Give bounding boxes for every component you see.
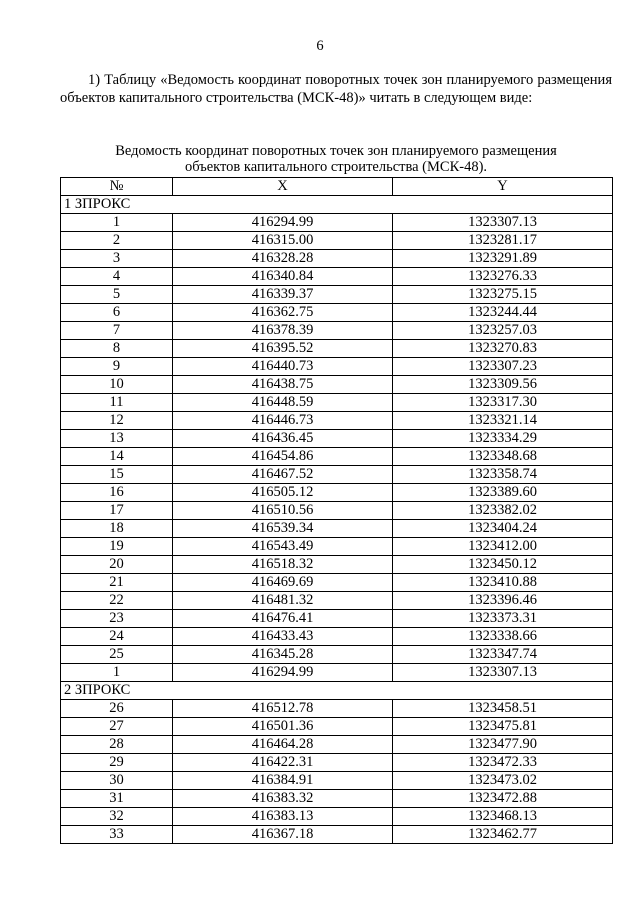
- page-number: 6: [316, 38, 324, 54]
- cell-x: 416367.18: [173, 826, 393, 844]
- cell-y: 1323396.46: [393, 592, 613, 610]
- cell-x: 416383.13: [173, 808, 393, 826]
- cell-x: 416422.31: [173, 754, 393, 772]
- cell-x: 416446.73: [173, 412, 393, 430]
- cell-number: 13: [61, 430, 173, 448]
- cell-y: 1323477.90: [393, 736, 613, 754]
- table-row: [61, 268, 613, 286]
- cell-number: 8: [61, 340, 173, 358]
- cell-x: 416294.99: [173, 214, 393, 232]
- cell-x: 416384.91: [173, 772, 393, 790]
- table-row: [61, 664, 613, 682]
- cell-x: 416501.36: [173, 718, 393, 736]
- table-row: [61, 700, 613, 718]
- cell-y: 1323334.29: [393, 430, 613, 448]
- cell-y: 1323321.14: [393, 412, 613, 430]
- table-row: [61, 754, 613, 772]
- cell-number: 7: [61, 322, 173, 340]
- cell-x: 416339.37: [173, 286, 393, 304]
- cell-number: 17: [61, 502, 173, 520]
- table-row: [61, 448, 613, 466]
- cell-number: 25: [61, 646, 173, 664]
- cell-number: 11: [61, 394, 173, 412]
- table-row: [61, 250, 613, 268]
- table-row: [61, 376, 613, 394]
- cell-number: 12: [61, 412, 173, 430]
- cell-y: 1323347.74: [393, 646, 613, 664]
- table-row: [61, 466, 613, 484]
- coordinates-table: [60, 177, 613, 844]
- cell-y: 1323389.60: [393, 484, 613, 502]
- cell-x: 416510.56: [173, 502, 393, 520]
- cell-x: 416464.28: [173, 736, 393, 754]
- cell-number: 3: [61, 250, 173, 268]
- cell-y: 1323382.02: [393, 502, 613, 520]
- cell-y: 1323275.15: [393, 286, 613, 304]
- cell-y: 1323373.31: [393, 610, 613, 628]
- cell-y: 1323348.68: [393, 448, 613, 466]
- table-row: [61, 574, 613, 592]
- cell-number: 29: [61, 754, 173, 772]
- cell-y: 1323307.13: [393, 664, 613, 682]
- table-row: [61, 718, 613, 736]
- cell-y: 1323281.17: [393, 232, 613, 250]
- cell-x: 416512.78: [173, 700, 393, 718]
- cell-number: 30: [61, 772, 173, 790]
- cell-number: 15: [61, 466, 173, 484]
- cell-x: 416433.43: [173, 628, 393, 646]
- table-caption: [60, 143, 612, 175]
- cell-x: 416383.32: [173, 790, 393, 808]
- cell-x: 416340.84: [173, 268, 393, 286]
- header-number: №: [61, 178, 173, 196]
- cell-x: 416315.00: [173, 232, 393, 250]
- group-row: [61, 196, 613, 214]
- cell-x: 416476.41: [173, 610, 393, 628]
- cell-number: 10: [61, 376, 173, 394]
- cell-number: 5: [61, 286, 173, 304]
- cell-number: 26: [61, 700, 173, 718]
- cell-y: 1323257.03: [393, 322, 613, 340]
- table-row: [61, 322, 613, 340]
- cell-y: 1323472.88: [393, 790, 613, 808]
- table-row: [61, 556, 613, 574]
- cell-x: 416448.59: [173, 394, 393, 412]
- cell-y: 1323450.12: [393, 556, 613, 574]
- group-label: 2 ЗПРОКС: [61, 682, 613, 700]
- cell-y: 1323270.83: [393, 340, 613, 358]
- cell-x: 416378.39: [173, 322, 393, 340]
- table-row: [61, 214, 613, 232]
- cell-y: 1323412.00: [393, 538, 613, 556]
- cell-x: 416518.32: [173, 556, 393, 574]
- cell-x: 416505.12: [173, 484, 393, 502]
- cell-number: 14: [61, 448, 173, 466]
- table-row: [61, 790, 613, 808]
- cell-number: 18: [61, 520, 173, 538]
- cell-number: 1: [61, 664, 173, 682]
- table-caption-line-2: объектов капитального строительства (МСК-48).: [184, 159, 488, 175]
- table-row: [61, 394, 613, 412]
- cell-y: 1323404.24: [393, 520, 613, 538]
- table-row: [61, 358, 613, 376]
- cell-number: 19: [61, 538, 173, 556]
- table-row: [61, 808, 613, 826]
- cell-x: 416395.52: [173, 340, 393, 358]
- table-row: [61, 736, 613, 754]
- cell-number: 27: [61, 718, 173, 736]
- cell-y: 1323244.44: [393, 304, 613, 322]
- cell-y: 1323309.56: [393, 376, 613, 394]
- table-row: [61, 610, 613, 628]
- cell-x: 416328.28: [173, 250, 393, 268]
- table-header-row: [61, 178, 613, 196]
- table-row: [61, 772, 613, 790]
- table-row: [61, 340, 613, 358]
- table-row: [61, 430, 613, 448]
- table-row: [61, 628, 613, 646]
- table-row: [61, 826, 613, 844]
- table-row: [61, 592, 613, 610]
- table-row: [61, 484, 613, 502]
- cell-number: 22: [61, 592, 173, 610]
- cell-y: 1323472.33: [393, 754, 613, 772]
- cell-x: 416436.45: [173, 430, 393, 448]
- cell-y: 1323276.33: [393, 268, 613, 286]
- cell-x: 416467.52: [173, 466, 393, 484]
- cell-number: 2: [61, 232, 173, 250]
- group-row: [61, 682, 613, 700]
- cell-number: 9: [61, 358, 173, 376]
- intro-paragraph: 1) Таблицу «Ведомость координат поворотных точек зон планируемого размещения объектов капитального строительства (МСК-48)» читать в следующем виде:: [60, 72, 612, 106]
- cell-y: 1323291.89: [393, 250, 613, 268]
- table-row: [61, 520, 613, 538]
- cell-x: 416294.99: [173, 664, 393, 682]
- cell-number: 24: [61, 628, 173, 646]
- cell-number: 6: [61, 304, 173, 322]
- cell-number: 1: [61, 214, 173, 232]
- cell-number: 23: [61, 610, 173, 628]
- table-row: [61, 502, 613, 520]
- table-row: [61, 286, 613, 304]
- cell-number: 16: [61, 484, 173, 502]
- cell-x: 416539.34: [173, 520, 393, 538]
- group-label: 1 ЗПРОКС: [61, 196, 613, 214]
- cell-y: 1323307.13: [393, 214, 613, 232]
- cell-x: 416345.28: [173, 646, 393, 664]
- cell-number: 20: [61, 556, 173, 574]
- cell-x: 416481.32: [173, 592, 393, 610]
- header-y: Y: [393, 178, 613, 196]
- cell-x: 416454.86: [173, 448, 393, 466]
- cell-x: 416440.73: [173, 358, 393, 376]
- cell-number: 21: [61, 574, 173, 592]
- cell-y: 1323317.30: [393, 394, 613, 412]
- cell-number: 28: [61, 736, 173, 754]
- cell-y: 1323358.74: [393, 466, 613, 484]
- cell-y: 1323307.23: [393, 358, 613, 376]
- cell-y: 1323338.66: [393, 628, 613, 646]
- table-row: [61, 232, 613, 250]
- cell-y: 1323410.88: [393, 574, 613, 592]
- cell-number: 4: [61, 268, 173, 286]
- table-row: [61, 412, 613, 430]
- cell-x: 416438.75: [173, 376, 393, 394]
- table-row: [61, 304, 613, 322]
- cell-y: 1323473.02: [393, 772, 613, 790]
- table-body: [61, 196, 613, 844]
- cell-number: 33: [61, 826, 173, 844]
- cell-x: 416362.75: [173, 304, 393, 322]
- table-row: [61, 538, 613, 556]
- cell-y: 1323468.13: [393, 808, 613, 826]
- cell-number: 32: [61, 808, 173, 826]
- header-x: X: [173, 178, 393, 196]
- table-row: [61, 646, 613, 664]
- cell-y: 1323462.77: [393, 826, 613, 844]
- table-caption-line-1: Ведомость координат поворотных точек зон планируемого размещения: [115, 143, 557, 159]
- cell-x: 416543.49: [173, 538, 393, 556]
- cell-y: 1323458.51: [393, 700, 613, 718]
- cell-y: 1323475.81: [393, 718, 613, 736]
- cell-x: 416469.69: [173, 574, 393, 592]
- cell-number: 31: [61, 790, 173, 808]
